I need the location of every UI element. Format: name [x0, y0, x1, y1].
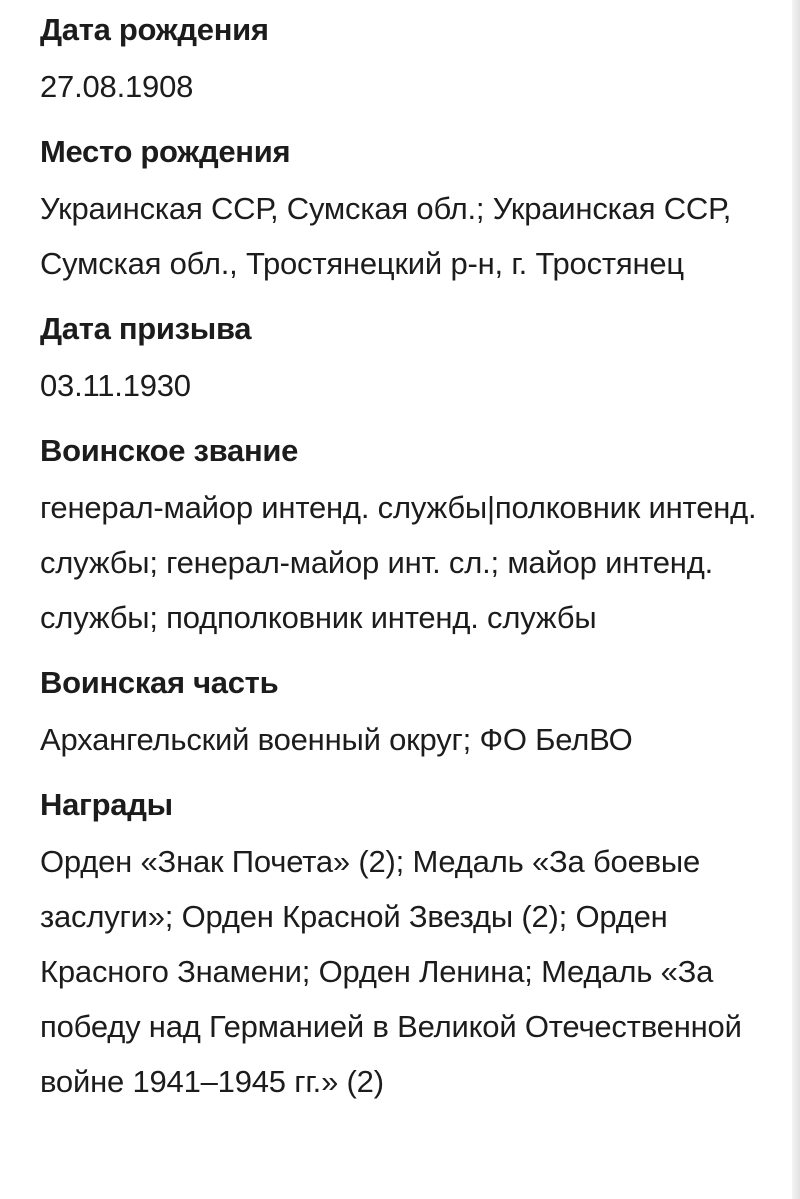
- field-military-unit: [40, 663, 778, 767]
- field-military-rank: [40, 431, 778, 645]
- field-value: 27.08.1908: [40, 69, 194, 104]
- field-birth-place: [40, 132, 778, 291]
- page-edge-shadow: [792, 0, 800, 1199]
- field-label: Воинское звание: [40, 433, 299, 468]
- field-label: Дата призыва: [40, 311, 252, 346]
- field-label: Воинская часть: [40, 665, 279, 700]
- field-birth-date: [40, 10, 778, 114]
- field-awards: [40, 785, 778, 1109]
- field-conscription-date: [40, 309, 778, 413]
- field-value: Архангельский военный округ; ФО БелВО: [40, 722, 633, 757]
- field-label: Место рождения: [40, 134, 291, 169]
- field-label: Дата рождения: [40, 12, 269, 47]
- field-value: 03.11.1930: [40, 368, 191, 403]
- field-value: Орден «Знак Почета» (2); Медаль «За боевые заслуги»; Орден Красной Звезды (2); Орден Красного Знамени; Орден Ленина; Медаль «За победу над Германией в Великой Отечественной войне 1941–1945 гг.» (2): [40, 844, 742, 1099]
- field-value: генерал-майор интенд. службы|полковник интенд. службы; генерал-майор инт. сл.; майор интенд. службы; подполковник интенд. службы: [40, 490, 757, 635]
- field-label: Награды: [40, 787, 173, 822]
- field-value: Украинская ССР, Сумская обл.; Украинская ССР, Сумская обл., Тростянецкий р-н, г. Тростянец: [40, 191, 732, 281]
